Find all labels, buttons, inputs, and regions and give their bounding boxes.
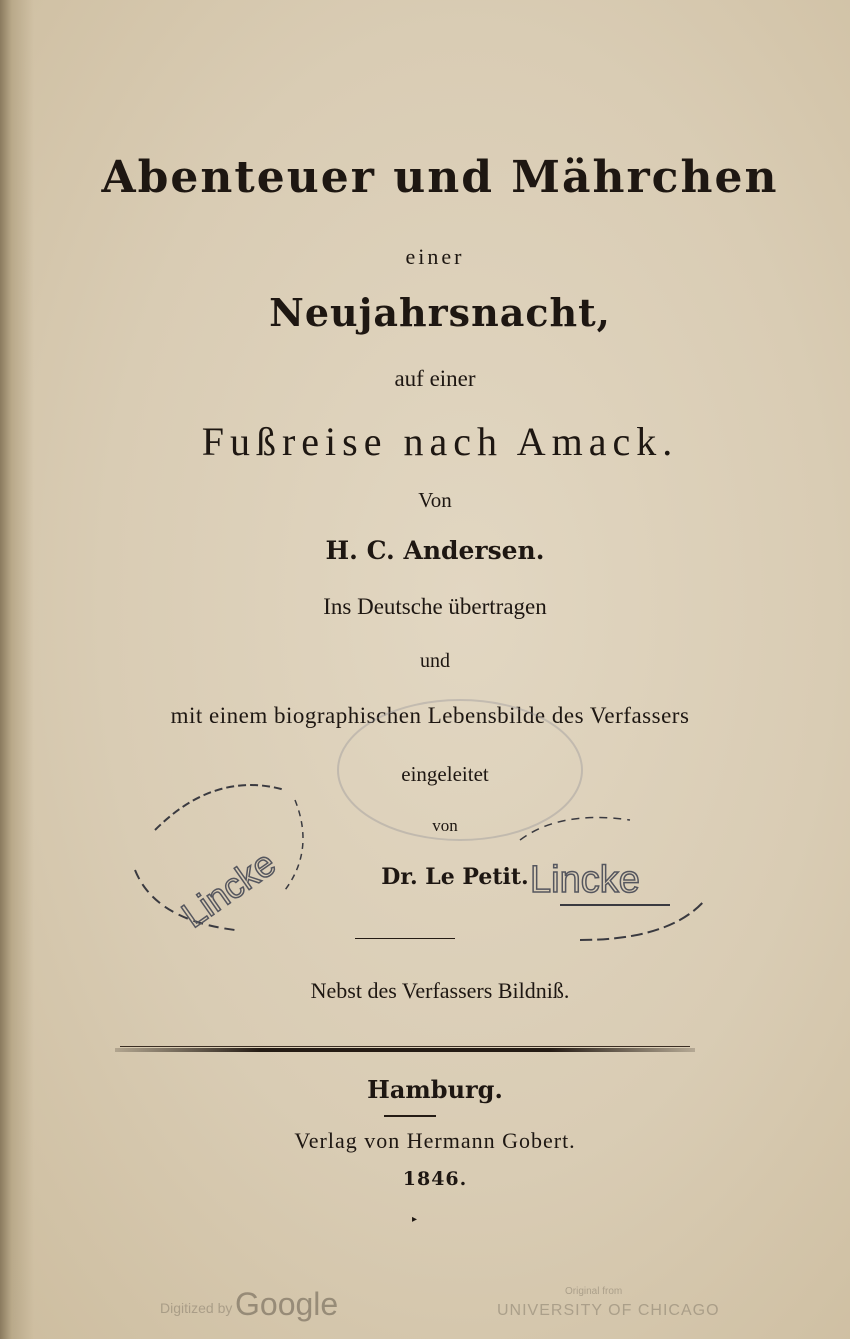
publication-city: Hamburg. (367, 1075, 503, 1104)
biography-note: mit einem biographischen Lebensbilde des Verfassers (170, 703, 690, 728)
eingeleitet-text: eingeleitet (401, 762, 489, 786)
library-name: UNIVERSITY OF CHICAGO (497, 1302, 720, 1319)
von-text-2: von (432, 816, 458, 835)
stamp-right-text: Lincke (530, 859, 640, 901)
ink-mark: ▸ (412, 1214, 418, 1225)
original-from-text: Original from (565, 1286, 623, 1297)
author-name: H. C. Andersen. (325, 536, 545, 565)
und-text: und (420, 650, 450, 672)
divider-city (384, 1115, 436, 1117)
stamp-left-text: Lincke (174, 842, 283, 936)
von-text: Von (418, 488, 452, 512)
translation-note: Ins Deutsche übertragen (323, 594, 547, 619)
title-line-3: Fußreise nach Amack. (201, 419, 679, 464)
portrait-note: Nebst des Verfassers Bildniß. (310, 978, 570, 1003)
einer-text: einer (405, 244, 465, 269)
title-line-1: Abenteuer und Mährchen (101, 152, 779, 203)
editor-name: Dr. Le Petit. (381, 864, 529, 890)
digitized-by-text: Digitized by (160, 1300, 233, 1316)
publisher-name: Verlag von Hermann Gobert. (294, 1128, 576, 1153)
stamp-left (125, 770, 325, 950)
divider-thin (120, 1046, 690, 1047)
divider-long (115, 1048, 695, 1052)
divider-short (355, 938, 455, 939)
title-line-2: Neujahrsnacht, (269, 290, 611, 335)
google-logo: Google (235, 1286, 339, 1322)
publication-year: 1846. (402, 1168, 468, 1190)
auf-einer-text: auf einer (394, 366, 476, 391)
